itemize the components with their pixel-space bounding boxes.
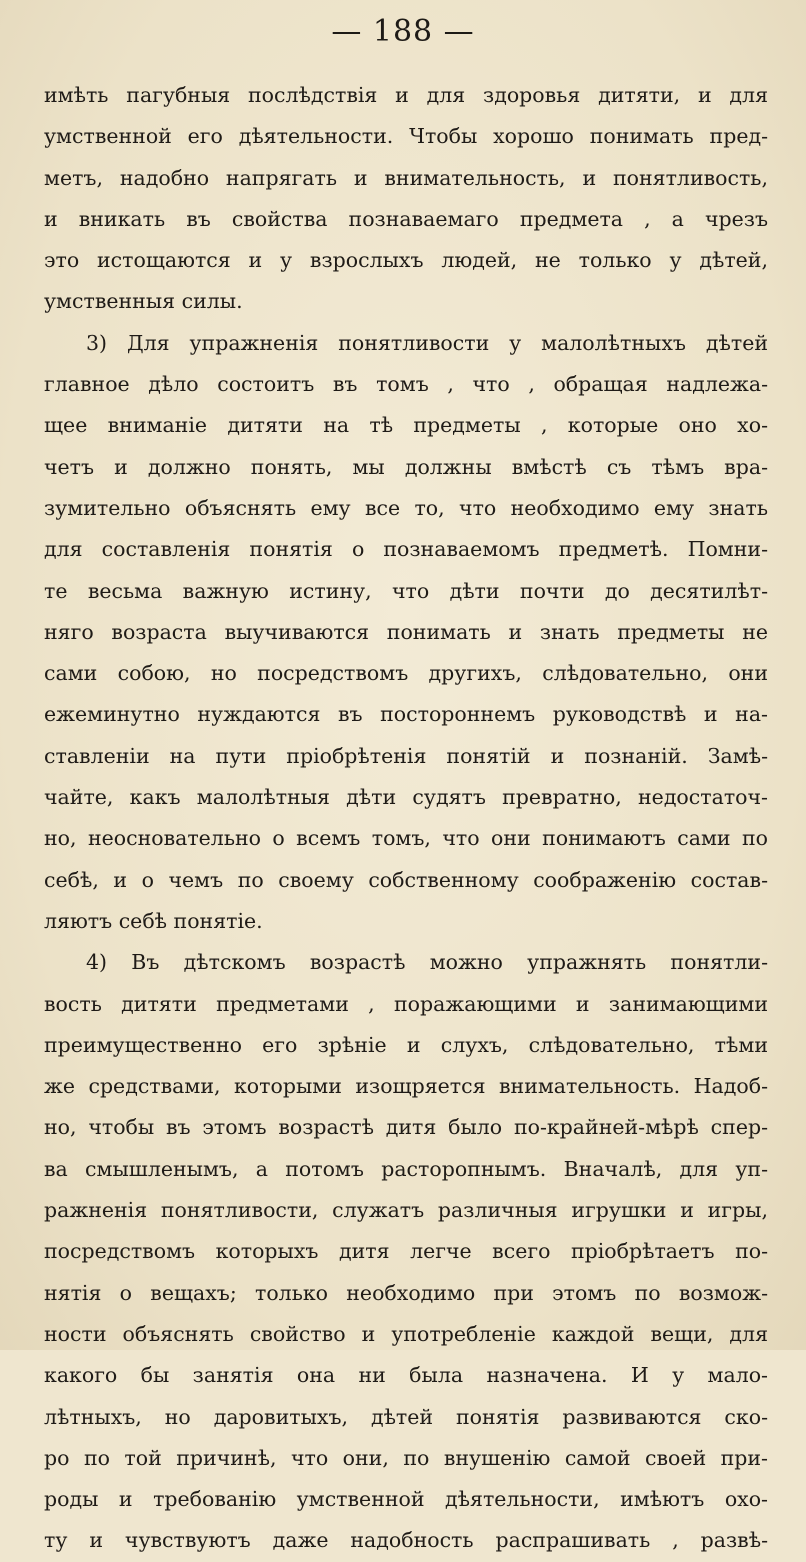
- text-line: 3) Для упражненія понятливости у малолѣтныхъ дѣтей: [86, 330, 768, 355]
- text-line: и вникать въ свойства познаваемаго предмета , а чрезъ: [44, 206, 768, 231]
- text-line: метъ, надобно напрягать и внимательность, и понятливость,: [44, 165, 768, 190]
- text-line: нятія о вещахъ; только необходимо при этомъ по возмож-: [44, 1280, 768, 1305]
- text-line: главное дѣло состоитъ въ томъ , что , обращая надлежа-: [44, 372, 768, 397]
- text-line: ро по той причинѣ, что они, по внушенію самой своей при-: [44, 1445, 768, 1470]
- text-line: умственной его дѣятельности. Чтобы хорошо понимать пред-: [44, 124, 768, 149]
- text-line: те весьма важную истину, что дѣти почти до десятилѣт-: [44, 578, 768, 603]
- text-line: ва смышленымъ, а потомъ расторопнымъ. Вначалѣ, для уп-: [44, 1156, 768, 1181]
- text-line: преимущественно его зрѣніе и слухъ, слѣдовательно, тѣми: [44, 1032, 768, 1057]
- text-line: сами собою, но посредствомъ другихъ, слѣдовательно, они: [44, 661, 768, 686]
- text-line: умственныя силы.: [44, 289, 243, 314]
- text-line: но, чтобы въ этомъ возрастѣ дитя было по-крайней-мѣрѣ спер-: [44, 1115, 768, 1140]
- text-line: это истощаются и у взрослыхъ людей, не только у дѣтей,: [44, 248, 768, 273]
- text-line: какого бы занятія она ни была назначена. И у мало-: [44, 1363, 768, 1388]
- text-line: няго возраста выучиваются понимать и знать предметы не: [44, 619, 768, 644]
- text-line: для составленія понятія о познаваемомъ предметѣ. Помни-: [44, 537, 768, 562]
- text-line: вость дитяти предметами , поражающими и занимающими: [44, 991, 768, 1016]
- body-text: [44, 75, 768, 1562]
- text-line: лѣтныхъ, но даровитыхъ, дѣтей понятія развиваются ско-: [44, 1404, 768, 1429]
- text-line: 4) Въ дѣтскомъ возрастѣ можно упражнять понятли-: [86, 950, 768, 975]
- text-line: посредствомъ которыхъ дитя легче всего пріобрѣтаетъ по-: [44, 1239, 768, 1264]
- text-line: ляютъ себѣ понятіе.: [44, 908, 263, 933]
- text-line: ражненія понятливости, служатъ различныя игрушки и игры,: [44, 1198, 768, 1223]
- text-line: четъ и должно понять, мы должны вмѣстѣ съ тѣмъ вра-: [44, 454, 768, 479]
- text-line: имѣть пагубныя послѣдствія и для здоровья дитяти, и для: [44, 83, 768, 107]
- text-line: роды и требованію умственной дѣятельности, имѣютъ охо-: [44, 1487, 768, 1512]
- text-line: себѣ, и о чемъ по своему собственному соображенію состав-: [44, 867, 768, 892]
- page-number: — 188 —: [331, 14, 475, 49]
- text-line: щее вниманіе дитяти на тѣ предметы , которые оно хо-: [44, 413, 768, 438]
- text-line: ставленіи на пути пріобрѣтенія понятій и познаній. Замѣ-: [44, 743, 768, 768]
- text-line: ежеминутно нуждаются въ постороннемъ руководствѣ и на-: [44, 702, 768, 727]
- text-line: ности объяснять свойство и употребленіе каждой вещи, для: [44, 1321, 768, 1346]
- text-line: зумительно объяснять ему все то, что необходимо ему знать: [44, 495, 768, 520]
- text-line: же средствами, которыми изощряется внимательность. Надоб-: [44, 1074, 768, 1099]
- text-line: ту и чувствуютъ даже надобность распрашивать , развѣ-: [44, 1528, 768, 1553]
- text-line: но, неосновательно о всемъ томъ, что они понимаютъ сами по: [44, 826, 768, 851]
- text-line: чайте, какъ малолѣтныя дѣти судятъ превратно, недостаточ-: [44, 785, 768, 810]
